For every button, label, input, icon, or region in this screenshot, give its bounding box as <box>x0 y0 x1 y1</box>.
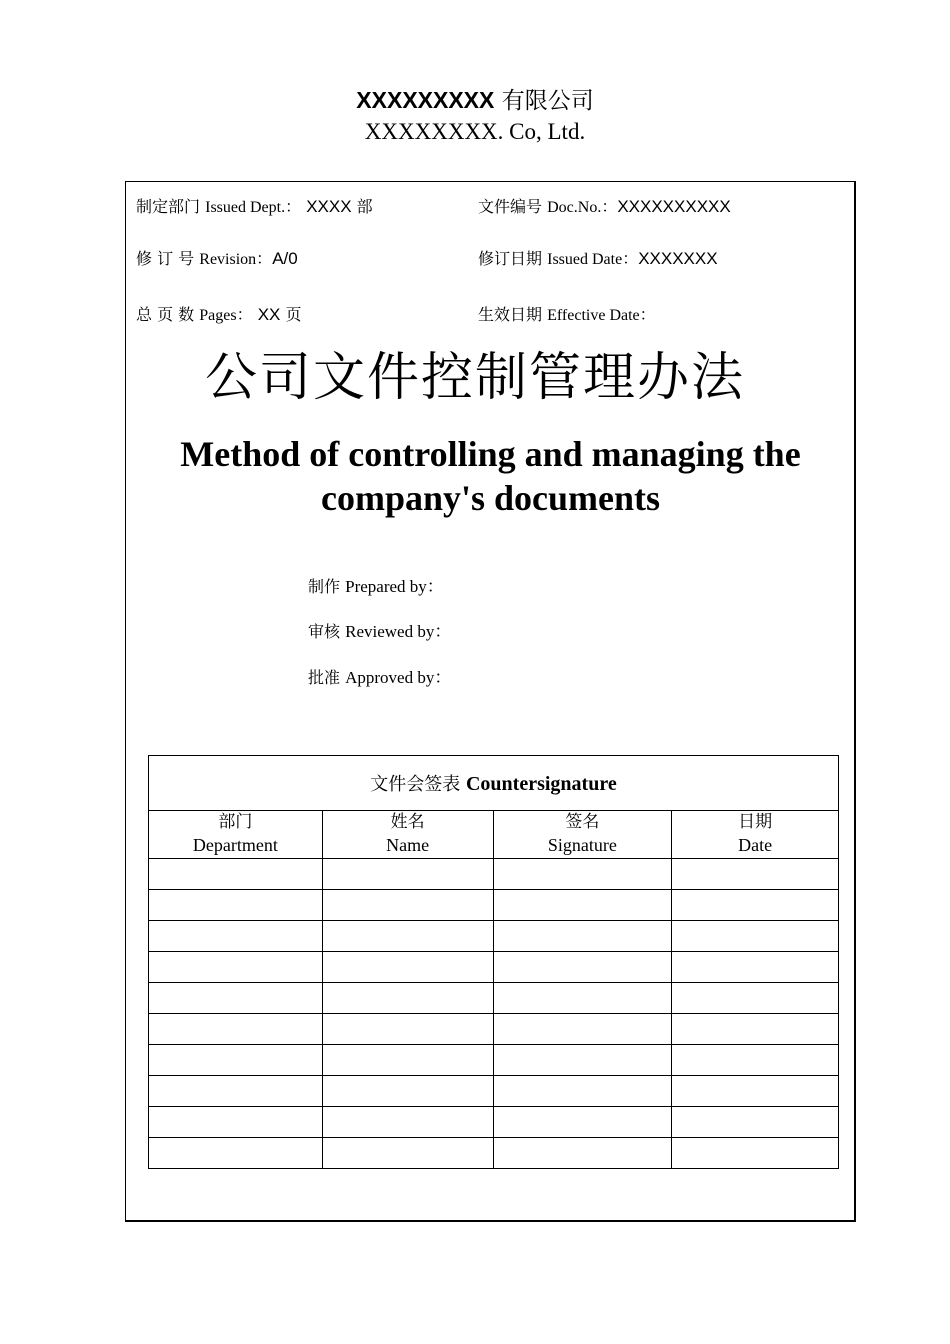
table-cell[interactable] <box>493 1107 672 1138</box>
issued-dept-field <box>136 196 373 219</box>
table-row <box>149 921 839 952</box>
column-header-date <box>672 811 839 859</box>
table-cell[interactable] <box>149 890 323 921</box>
table-cell[interactable] <box>672 983 839 1014</box>
table-cell[interactable] <box>149 1138 323 1169</box>
table-cell[interactable] <box>493 952 672 983</box>
table-cell[interactable] <box>149 1107 323 1138</box>
revision-value: A/0 <box>272 249 298 268</box>
table-cell[interactable] <box>493 1045 672 1076</box>
countersignature-title-en: Countersignature <box>465 773 617 795</box>
table-cell[interactable] <box>322 1138 493 1169</box>
reviewed-by-label-en: Reviewed by： <box>345 622 452 641</box>
table-row <box>149 859 839 890</box>
issued-dept-suffix: 部 <box>356 197 373 216</box>
table-cell[interactable] <box>672 1076 839 1107</box>
issued-dept-label-en: Issued Dept.： <box>205 199 302 216</box>
effective-date-label-en: Effective Date： <box>547 307 656 324</box>
table-cell[interactable] <box>322 1045 493 1076</box>
document-title-cn: 公司文件控制管理办法 <box>204 348 745 408</box>
issued-date-field <box>478 248 718 271</box>
table-cell[interactable] <box>322 952 493 983</box>
doc-no-label-cn: 文件编号 <box>478 197 543 216</box>
table-cell[interactable] <box>672 921 839 952</box>
issued-date-label-cn: 修订日期 <box>478 249 543 268</box>
table-cell[interactable] <box>493 890 672 921</box>
countersignature-title-cn: 文件会签表 <box>370 774 461 795</box>
countersignature-title <box>149 756 839 811</box>
pages-label-cn: 总 页 数 <box>136 305 195 324</box>
column-header-cn: 日期 <box>738 812 773 832</box>
column-header-cn: 姓名 <box>390 812 425 832</box>
table-cell[interactable] <box>672 1107 839 1138</box>
table-cell[interactable] <box>493 983 672 1014</box>
pages-field <box>136 304 302 327</box>
table-cell[interactable] <box>493 921 672 952</box>
issued-dept-label-cn: 制定部门 <box>136 197 201 216</box>
issued-date-label-en: Issued Date： <box>547 251 639 268</box>
table-cell[interactable] <box>322 1076 493 1107</box>
table-cell[interactable] <box>149 1076 323 1107</box>
issued-dept-value: XXXX <box>306 197 352 216</box>
countersignature-table <box>148 755 839 1169</box>
column-header-department <box>149 811 323 859</box>
doc-no-value: XXXXXXXXXX <box>617 197 731 216</box>
effective-date-label-cn: 生效日期 <box>478 305 543 324</box>
table-cell[interactable] <box>672 1014 839 1045</box>
column-header-en: Date <box>738 835 773 855</box>
approved-by-label-cn: 批准 <box>308 668 341 687</box>
countersignature-header-row <box>149 811 839 859</box>
table-row <box>149 952 839 983</box>
reviewed-by-label-cn: 审核 <box>308 622 341 641</box>
table-cell[interactable] <box>322 1014 493 1045</box>
company-name-cn <box>0 86 950 115</box>
approved-by-field <box>308 667 451 689</box>
column-header-cn: 签名 <box>565 812 600 832</box>
table-row <box>149 1138 839 1169</box>
table-row <box>149 890 839 921</box>
approved-by-label-en: Approved by： <box>345 668 452 687</box>
table-cell[interactable] <box>672 890 839 921</box>
table-cell[interactable] <box>149 1014 323 1045</box>
countersignature-title-row <box>149 756 839 811</box>
column-header-en: Signature <box>547 835 617 855</box>
table-cell[interactable] <box>672 1138 839 1169</box>
revision-label-cn: 修 订 号 <box>136 249 195 268</box>
table-cell[interactable] <box>493 1138 672 1169</box>
table-cell[interactable] <box>149 983 323 1014</box>
effective-date-field <box>478 304 656 327</box>
table-cell[interactable] <box>149 952 323 983</box>
table-row <box>149 1107 839 1138</box>
table-row <box>149 1076 839 1107</box>
table-row <box>149 1045 839 1076</box>
company-name-en: XXXXXXXX. Co, Ltd. <box>364 119 586 144</box>
column-header-signature <box>493 811 672 859</box>
table-row <box>149 983 839 1014</box>
table-cell[interactable] <box>149 859 323 890</box>
column-header-cn: 部门 <box>218 812 253 832</box>
issued-date-value: XXXXXXX <box>638 249 718 268</box>
prepared-by-label-en: Prepared by： <box>345 577 444 596</box>
document-title-en: Method of controlling and managing the company's documents <box>180 434 801 518</box>
table-cell[interactable] <box>322 859 493 890</box>
table-cell[interactable] <box>322 983 493 1014</box>
pages-label-en: Pages： <box>199 307 253 324</box>
revision-field <box>136 248 298 271</box>
table-cell[interactable] <box>322 890 493 921</box>
table-row <box>149 1014 839 1045</box>
doc-no-field <box>478 196 731 219</box>
column-header-name <box>322 811 493 859</box>
table-cell[interactable] <box>322 921 493 952</box>
table-cell[interactable] <box>493 1076 672 1107</box>
reviewed-by-field <box>308 621 451 643</box>
pages-suffix: 页 <box>285 305 302 324</box>
table-cell[interactable] <box>672 1045 839 1076</box>
table-cell[interactable] <box>149 1045 323 1076</box>
table-cell[interactable] <box>493 859 672 890</box>
prepared-by-label-cn: 制作 <box>308 577 341 596</box>
table-cell[interactable] <box>672 952 839 983</box>
table-cell[interactable] <box>322 1107 493 1138</box>
company-suffix: 有限公司 <box>501 88 594 114</box>
column-header-en: Department <box>192 835 278 855</box>
column-header-en: Name <box>386 835 430 855</box>
pages-value: XX <box>257 305 281 324</box>
company-code: XXXXXXXXX <box>356 87 495 113</box>
doc-no-label-en: Doc.No.： <box>547 199 618 216</box>
prepared-by-field <box>308 576 444 598</box>
table-cell[interactable] <box>149 921 323 952</box>
revision-label-en: Revision： <box>199 251 273 268</box>
table-cell[interactable] <box>493 1014 672 1045</box>
table-cell[interactable] <box>672 859 839 890</box>
